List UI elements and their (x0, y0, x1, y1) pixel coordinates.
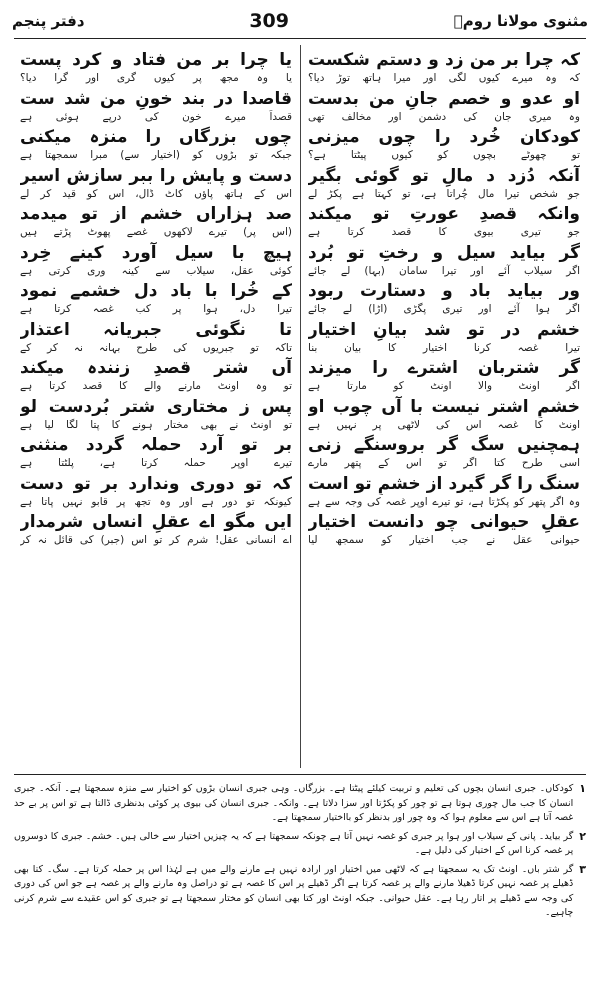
footnote-number: ۳ (579, 862, 586, 876)
right-translation: اگر سیلاب آئے اور تیرا سامان (بہا) لے جائے (308, 264, 580, 277)
right-verse: ہمچنیں سگ گر بروسنگے زنی (308, 435, 580, 455)
left-couplet (18, 473, 294, 512)
left-translation: تاکہ تو جبریوں کی طرح بہانہ نہ کر کے (20, 341, 292, 354)
left-couplet (18, 434, 294, 473)
right-verse: عقلِ حیوانی چو دانست اختیار (308, 512, 580, 532)
right-verse: خشمِ اشتر نیست با آں چوب او (308, 396, 580, 417)
right-couplet (306, 396, 582, 435)
section-title: دفتر پنجم (12, 12, 85, 30)
left-translation: تیرا دل، ہوا پر کب غصہ کرتا ہے (20, 303, 292, 315)
right-translation: اونٹ کا غصہ اس کی لاٹھی پر نہیں ہے (308, 418, 580, 431)
left-verse: پس ز مختاری شتر بُردست لو (20, 396, 292, 417)
left-verse: بر تو آرد حملہ گردد منثنی (20, 435, 292, 455)
page-number: 309 (249, 10, 289, 32)
left-couplet (18, 242, 294, 281)
footnote (14, 830, 586, 859)
left-verse: ہیچ با سیل آورد کینے خِرد (20, 242, 292, 263)
left-couplet (18, 88, 294, 127)
right-couplet (306, 203, 582, 242)
left-couplet (18, 511, 294, 550)
right-couplet (306, 319, 582, 358)
left-verse: ایں مگو اے عقلِ انساں شرمدار (20, 512, 292, 532)
footnotes (14, 782, 586, 977)
right-translation: اگر اونٹ والا اونٹ کو مارتا ہے (308, 380, 580, 392)
right-translation: کہ وہ میرے کیوں لگی اور میرا ہاتھ توڑ دیا؟ (308, 72, 580, 84)
left-translation: کیونکہ تو دور ہے اور وہ تجھ پر قابو نہیں پاتا ہے (20, 495, 292, 508)
footnote (14, 782, 586, 826)
right-translation: تو چھوٹے بچوں کو کیوں پیٹتا ہے؟ (308, 149, 580, 161)
left-couplet (18, 280, 294, 319)
right-translation: حیوانی عقل نے جب اختیار کو سمجھ لیا (308, 534, 580, 546)
footnote-text: گر شتر باں۔ اونٹ تک یہ سمجھتا ہے کہ لاٹھی میں اختیار اور ارادہ نہیں ہے مارنے والے میں ہے لہٰذا اس پر حملہ کرتا ہے۔ سگ۔ کتا بھی ڈھیلے پر غصہ نہیں کرتا ڈھیلا مارنے والے پر غصہ کرتا ہے اگر ڈھیلے پر اس کا غصہ ہے تو دراصل وہ مارنے والے پر غصہ ہے جو اس کی دوری کی وجہ سے ڈھیلے پر اتار رہا ہے۔ عقل حیوانی۔ جبکہ اونٹ اور کتا بھی انسان کو مختار سمجھتا ہے تو جبری کو اس عقیدے سے شرم کرنی چاہیے۔ (14, 863, 574, 918)
left-translation: تو اونٹ نے بھی مختار ہونے کا پتا لگا لیا ہے (20, 418, 292, 431)
footnote (14, 863, 586, 921)
left-verse: دست و پایش را ببر سازش اسیر (20, 165, 292, 186)
right-couplet (306, 165, 582, 204)
footnote-text: گر بیاید۔ پانی کے سیلاب اور ہوا پر جبری کو غصہ نہیں آتا ہے چونکہ سمجھتا ہے کہ یہ چیزیں اختیار سے خالی ہیں۔ خشم۔ جبری کا دوسروں پر غصہ کرنا اس کے اختیار کی دلیل ہے۔ (14, 830, 574, 856)
right-couplet (306, 126, 582, 165)
left-translation: اے انسانی عقل! شرم کر تو اس (جبر) کی قائل نہ کر (20, 534, 292, 546)
right-column (306, 49, 582, 550)
right-couplet (306, 88, 582, 127)
right-verse: سنگ را گر گیرد از خشمِ تو است (308, 473, 580, 494)
page-header (12, 8, 588, 34)
right-translation: تیرا غصہ کرنا اختیار کا بیان بنا (308, 341, 580, 354)
right-translation: وہ اگر پتھر کو پکڑتا ہے، تو تیرے اوپر غصہ کی وجہ سے ہے (308, 495, 580, 508)
right-couplet (306, 242, 582, 281)
left-translation: تو وہ اونٹ مارنے والے کا قصد کرتا ہے (20, 380, 292, 392)
right-couplet (306, 511, 582, 550)
left-translation: تیرے اوپر حملہ کرتا ہے، پلٹتا ہے (20, 457, 292, 469)
left-verse: تا نگوئی جبریانہ اعتذار (20, 319, 292, 340)
left-translation: اس کے ہاتھ پاؤں کاٹ ڈال، اس کو قید کر لے (20, 187, 292, 200)
left-couplet (18, 319, 294, 358)
left-verse: کہ تو دوری وندارد بر تو دست (20, 473, 292, 494)
left-couplet (18, 357, 294, 396)
right-verse: خشم در تو شد بیانِ اختیار (308, 319, 580, 340)
right-translation: جو تیری بیوی کا قصد کرتا ہے (308, 226, 580, 238)
left-translation: کوئی عقل، سیلاب سے کینہ وری کرتی ہے (20, 264, 292, 277)
left-translation: (اس پر) تیرے لاکھوں غصے پھوٹ پڑتے ہیں (20, 226, 292, 238)
left-couplet (18, 203, 294, 242)
footnote-number: ۱ (579, 782, 586, 795)
right-couplet (306, 357, 582, 396)
right-translation: اسی طرح کتا اگر تو اس کے پتھر مارے (308, 457, 580, 469)
right-verse: گر بیاید سیل و رختِ تو بُرد (308, 242, 580, 263)
right-translation: اگر ہوا آئے اور تیری پگڑی (اڑا) لے جائے (308, 303, 580, 315)
left-verse: یا چرا بر من فتاد و کرد پست (20, 50, 292, 70)
right-translation: جو شخص تیرا مال چُراتا ہے، تو کہتا ہے پکڑ لے (308, 187, 580, 200)
left-verse: صد ہزاراں خشم از تو میدمد (20, 204, 292, 224)
left-verse: چوں بزرگاں را منزہ میکنی (20, 127, 292, 147)
column-divider (300, 45, 301, 768)
right-verse: وانکہ قصدِ عورتِ تو میکند (308, 204, 580, 224)
left-translation: یا وہ مجھ پر کیوں گری اور گرا دیا؟ (20, 72, 292, 84)
right-verse: آنکہ دُزد د مالِ تو گوئی بگیر (308, 165, 580, 186)
verse-frame (14, 38, 586, 775)
book-title: مثنوی مولانا رومؒ (453, 12, 588, 30)
left-verse: کے خُرا با باد دل خشمے نمود (20, 281, 292, 301)
left-verse: قاصدا در بند خونِ من شد ست (20, 88, 292, 109)
right-couplet (306, 473, 582, 512)
right-couplet (306, 280, 582, 319)
left-translation: جبکہ تو بڑوں کو (اختیار سے) مبرا سمجھتا ہے (20, 149, 292, 161)
right-verse: کہ چرا بر من زد و دستم شکست (308, 50, 580, 70)
left-verse: آں شتر قصدِ زنندہ میکند (20, 358, 292, 378)
left-couplet (18, 126, 294, 165)
right-verse: کودکان خُرد را چوں میزنی (308, 127, 580, 147)
left-couplet (18, 165, 294, 204)
right-couplet (306, 49, 582, 88)
footnote-number: ۲ (579, 829, 586, 843)
left-couplet (18, 49, 294, 88)
left-couplet (18, 396, 294, 435)
footnote-text: کودکاں۔ جبری انسان بچوں کی تعلیم و تربیت کیلئے پیٹتا ہے۔ بزرگاں۔ وہی جبری انسان بڑوں کو اختیار سے منزہ سمجھتا ہے۔ آنکہ۔ جبری انسان کا جب مال چوری ہوتا ہے تو چور کو پکڑتا اور سزا دلاتا ہے۔ وانکہ۔ جبری انسان کی بیوی پر کوئی بدنظری ڈالتا ہے تو اس پر بے حد غصہ آتا ہے اس سے معلوم ہوا کہ وہ چور اور بدنظر کو بااختیار سمجھتا ہے۔ (14, 783, 574, 823)
right-verse: گر شتربان اشترے را میزند (308, 358, 580, 378)
right-verse: او عدو و خصم جانِ من بدست (308, 88, 580, 109)
left-translation: قصداً میرے خون کی درپے ہوئی ہے (20, 110, 292, 123)
right-verse: ور بیاید باد و دستارت ربود (308, 281, 580, 301)
right-translation: وہ میری جان کی دشمن اور مخالف تھی (308, 110, 580, 123)
left-column (18, 49, 294, 550)
right-couplet (306, 434, 582, 473)
